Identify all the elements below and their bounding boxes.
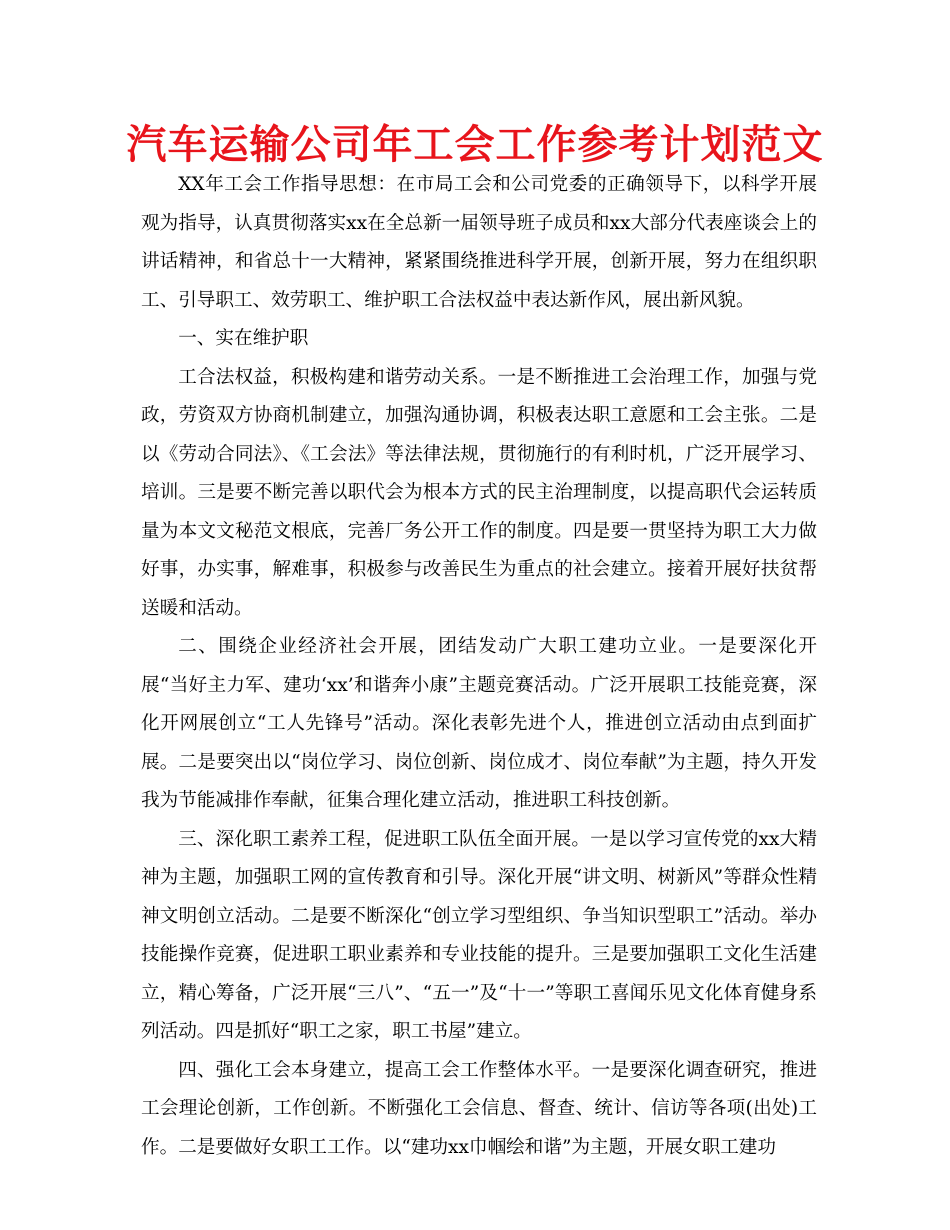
paragraph-section-4: 四、强化工会本身建立，提高工会工作整体水平。一是要深化调查研究，推进工会理论创新，工作创新。不断强化工会信息、督查、统计、信访等各项(出处)工作。二是要做好女职工工作。以“建功xx巾帼绘和谐”为主题，开展女职工建功: [141, 1059, 817, 1158]
paragraph-section-1-body: 工合法权益，积极构建和谐劳动关系。一是不断推进工会治理工作，加强与党政，劳资双方协商机制建立，加强沟通协调，积极表达职工意愿和工会主张。二是以《劳动合同法》、《工会法》等法律法规，贯彻施行的有利时机，广泛开展学习、培训。三是要不断完善以职代会为根本方式的民主治理制度，以提高职代会运转质量为本文文秘范文根底，完善厂务公开工作的制度。四是要一贯坚持为职工大力做好事，办实事，解难事，积极参与改善民生为重点的社会建立。接着开展好扶贫帮送暖和活动。: [141, 366, 817, 619]
document-body: [141, 166, 817, 1167]
paragraph-section-2: 二、围绕企业经济社会开展，团结发动广大职工建功立业。一是要深化开展“当好主力军、建功‘xx’和谐奔小康”主题竞赛活动。广泛开展职工技能竞赛，深化开网展创立“工人先锋号”活动。深化表彰先进个人，推进创立活动由点到面扩展。二是要突出以“岗位学习、岗位创新、岗位成才、岗位奉献”为主题，持久开发我为节能减排作奉献，征集合理化建立活动，推进职工科技创新。: [141, 636, 817, 811]
paragraph-guiding-ideology: XX年工会工作指导思想：在市局工会和公司党委的正确领导下，以科学开展观为指导，认真贯彻落实xx在全总新一届领导班子成员和xx大部分代表座谈会上的讲话精神，和省总十一大精神，紧紧围绕推进科学开展，创新开展，努力在组织职工、引导职工、效劳职工、维护职工合法权益中表达新作风，展出新风貌。: [141, 174, 817, 311]
document-title: 汽车运输公司年工会工作参考计划范文: [126, 122, 824, 168]
paragraph-section-1-heading: 一、实在维护职: [178, 328, 309, 349]
paragraph-section-3: 三、深化职工素养工程，促进职工队伍全面开展。一是以学习宣传党的xx大精神为主题，加强职工网的宣传教育和引导。深化开展“讲文明、树新风”等群众性精神文明创立活动。二是要不断深化“创立学习型组织、争当知识型职工”活动。举办技能操作竞赛，促进职工职业素养和专业技能的提升。三是要加强职工文化生活建立，精心筹备，广泛开展“三八”、“五一”及“十一”等职工喜闻乐见文化体育健身系列活动。四是抓好“职工之家，职工书屋”建立。: [141, 828, 817, 1042]
